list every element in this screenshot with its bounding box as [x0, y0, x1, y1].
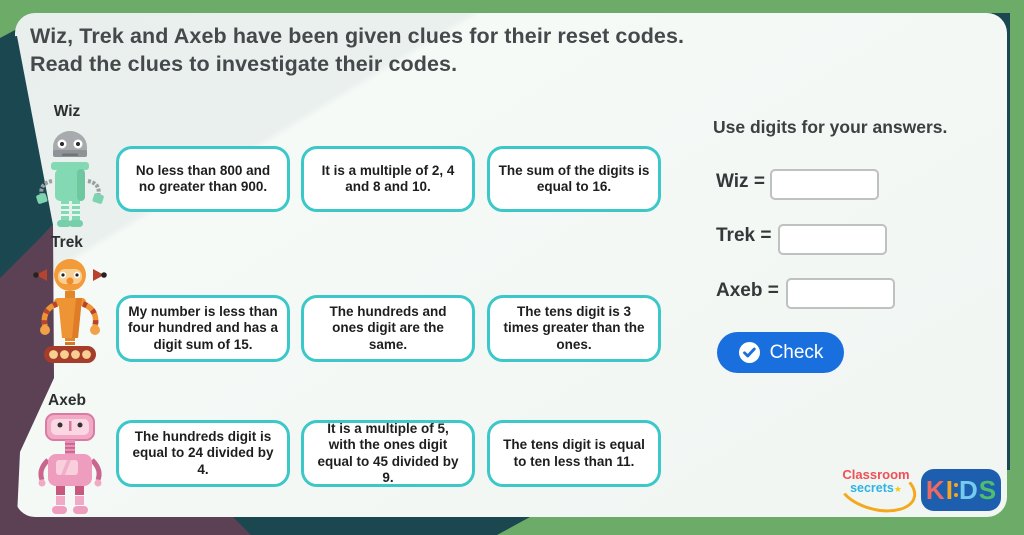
check-circle-icon: [738, 341, 761, 364]
clue-card-trek-3: The tens digit is 3 times greater than the ones.: [487, 295, 661, 362]
page-title: [30, 22, 684, 78]
axeb-robot-illustration: [36, 412, 104, 518]
clue-card-wiz-1: No less than 800 and no greater than 900.: [116, 146, 290, 212]
title-line-2: Read the clues to investigate their codes.: [30, 52, 458, 76]
answer-instruction: Use digits for your answers.: [713, 117, 948, 137]
axeb-answer-input[interactable]: [786, 278, 895, 309]
robot-name-wiz: Wiz: [53, 103, 81, 120]
clue-card-wiz-2: It is a multiple of 2, 4 and 8 and 10.: [301, 146, 475, 212]
kids-logo: [921, 469, 1001, 511]
check-button-label: Check: [769, 341, 824, 363]
kids-letter-k: K: [925, 475, 945, 505]
clue-card-axeb-1: The hundreds digit is equal to 24 divided by 4.: [116, 420, 290, 487]
clue-card-trek-1: My number is less than four hundred and has a digit sum of 15.: [116, 295, 290, 362]
clue-card-wiz-3: The sum of the digits is equal to 16.: [487, 146, 661, 212]
robot-name-trek: Trek: [51, 234, 83, 251]
wiz-robot-illustration: [36, 123, 104, 231]
title-line-1: Wiz, Trek and Axeb have been given clues for their reset codes.: [30, 24, 685, 48]
kids-letter-d: D: [958, 475, 978, 505]
classroom-logo-text: Classroom: [842, 467, 910, 482]
wiz-answer-label: Wiz =: [716, 171, 765, 192]
axeb-answer-label: Axeb =: [716, 280, 779, 301]
secrets-logo-text: secrets★: [850, 481, 902, 495]
kids-dots-icon: [954, 482, 958, 498]
trek-answer-label: Trek =: [716, 225, 772, 246]
clue-card-axeb-3: The tens digit is equal to ten less than 11.: [487, 420, 661, 487]
robot-name-axeb: Axeb: [48, 392, 86, 409]
star-icon: ★: [893, 484, 902, 494]
trek-answer-input[interactable]: [778, 224, 887, 255]
check-button[interactable]: [717, 332, 844, 373]
clue-card-trek-2: The hundreds and ones digit are the same.: [301, 295, 475, 362]
trek-robot-illustration: [33, 254, 107, 366]
kids-letter-s: S: [978, 475, 997, 505]
kids-letter-i: I: [945, 475, 953, 505]
clue-card-axeb-2: It is a multiple of 5, with the ones digit equal to 45 divided by 9.: [301, 420, 475, 487]
wiz-answer-input[interactable]: [770, 169, 879, 200]
classroom-secrets-logo: [840, 468, 912, 508]
